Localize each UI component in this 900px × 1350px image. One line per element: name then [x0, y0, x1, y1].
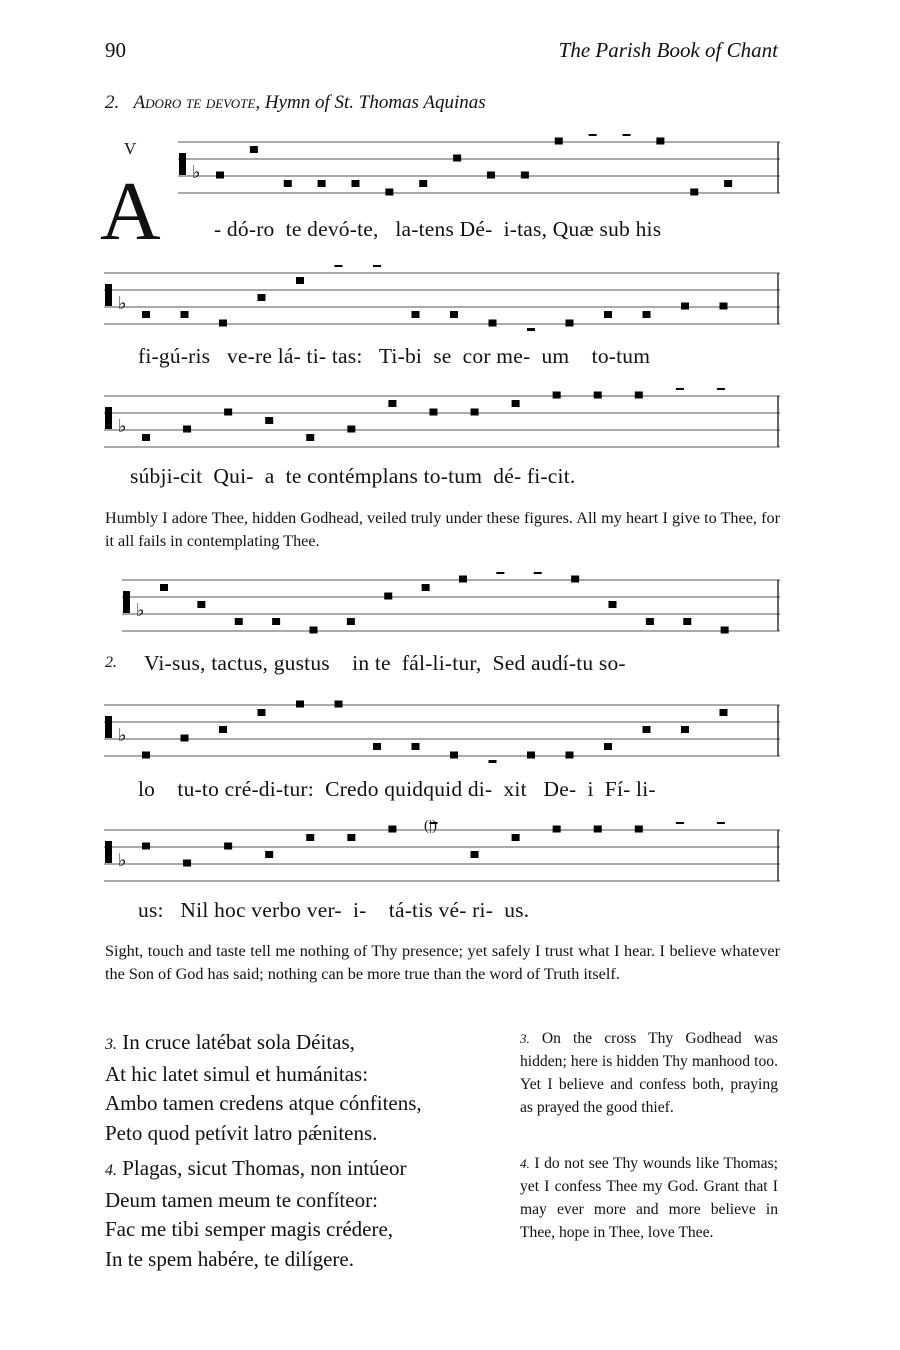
staff-notes [105, 388, 778, 447]
verse-4-translation: 4. I do not see Thy wounds like Thomas; yet I confess Thee my God. Grant that I may ever more and more believe in Thee, hope in Thee, love Thee. [520, 1155, 778, 1241]
staff-lines [104, 273, 780, 324]
verse-line: Deum tamen meum te confíteor: [105, 1187, 378, 1212]
staff-svg [104, 388, 780, 454]
mode-marker: V [124, 139, 137, 158]
staff-notes [105, 265, 778, 331]
svg-text:♭: ♭ [136, 600, 145, 621]
staff-lines [178, 142, 780, 193]
verse-number: 3. [105, 1036, 117, 1053]
staff-svg [104, 265, 780, 331]
hymn-title-main: Adoro te devote, [133, 92, 261, 113]
verse-number: 4. [520, 1156, 530, 1171]
chant-staff-1 [178, 134, 780, 200]
chant-staff-3 [104, 388, 780, 454]
lyric-line: Vi-sus, tactus, gustus in te fál-li-tur, Sed audí-tu so- [144, 651, 626, 675]
verse-line: Fac me tibi semper magis crédere, [105, 1217, 394, 1241]
chant-staff-2 [104, 265, 780, 331]
lyric-line: lo tu-to cré-di-tur: Credo quidquid di- xit De- i Fí- li- [138, 777, 656, 801]
lyric-line: fi-gú-ris ve-re lá- ti- tas: Ti-bi se cor me- um to-tum [138, 344, 651, 368]
svg-text:♭: ♭ [118, 850, 127, 871]
hymn-number: 2. [105, 92, 120, 113]
chant-staff-4 [122, 572, 780, 638]
page-number: 90 [105, 38, 126, 62]
verse-line: 3. In cruce latébat sola Déitas, [105, 1030, 355, 1054]
lyric-line: súbji-cit Qui- a te contémplans to-tum dé- fi-cit. [130, 464, 576, 488]
staff-lines [122, 580, 780, 631]
verse-number: 4. [105, 1162, 117, 1179]
staff-svg [104, 822, 780, 888]
svg-text:♭: ♭ [118, 725, 127, 746]
staff-notes [105, 822, 778, 881]
chant-staff-6 [104, 822, 780, 888]
verse-line: Peto quod petívit latro pǽnitens. [105, 1120, 378, 1145]
staff-notes [105, 701, 778, 764]
drop-cap-initial: A [100, 165, 161, 258]
staff-lines [104, 396, 780, 447]
staff-svg [104, 697, 780, 763]
lyric-line: - dó-ro te devó-te, la-tens Dé- i-tas, Quæ sub his [214, 217, 662, 241]
translation-paragraph: Humbly I adore Thee, hidden Godhead, veiled truly under these figures. All my heart I give to Thee, for it all fails in contemplating Thee. [105, 509, 780, 550]
verse-line: Ambo tamen credens atque cónfitens, [105, 1091, 422, 1115]
stanza-number: 2. [105, 654, 117, 671]
verse-line: In te spem habére, te dilígere. [105, 1246, 354, 1271]
verse-line: 4. Plagas, sicut Thomas, non intúeor [105, 1156, 407, 1180]
book-title: The Parish Book of Chant [558, 38, 778, 62]
verse-3-translation: 3. On the cross Thy Godhead was hidden; here is hidden Thy manhood too. Yet I believe and confess both, praying as prayed the good thief. [520, 1030, 778, 1116]
staff-lines [104, 705, 780, 756]
verse-4 [105, 1154, 505, 1274]
translation-paragraph: Sight, touch and taste tell me nothing of Thy presence; yet safely I trust what I hear. I believe whatever the Son of God has said; nothing can be more true than the word of Truth itself. [105, 942, 780, 983]
staff-notes [123, 572, 778, 634]
parenthetical-bar-mark: (|) [424, 818, 437, 834]
staff-svg [122, 572, 780, 638]
verse-3 [105, 1028, 505, 1148]
staff-svg [178, 134, 780, 200]
hymn-title [105, 92, 486, 114]
hymn-title-rest: Hymn of St. Thomas Aquinas [260, 92, 486, 113]
staff-lines [104, 830, 780, 881]
verse-line: At hic latet simul et humánitas: [105, 1061, 369, 1086]
staff-notes [179, 134, 778, 196]
lyric-line: us: Nil hoc verbo ver- i- tá-tis vé- ri- us. [138, 898, 530, 922]
svg-text:♭: ♭ [192, 162, 201, 183]
chant-staff-5 [104, 697, 780, 763]
svg-text:♭: ♭ [118, 416, 127, 437]
verse-number: 3. [520, 1031, 530, 1046]
svg-text:♭: ♭ [118, 293, 127, 314]
